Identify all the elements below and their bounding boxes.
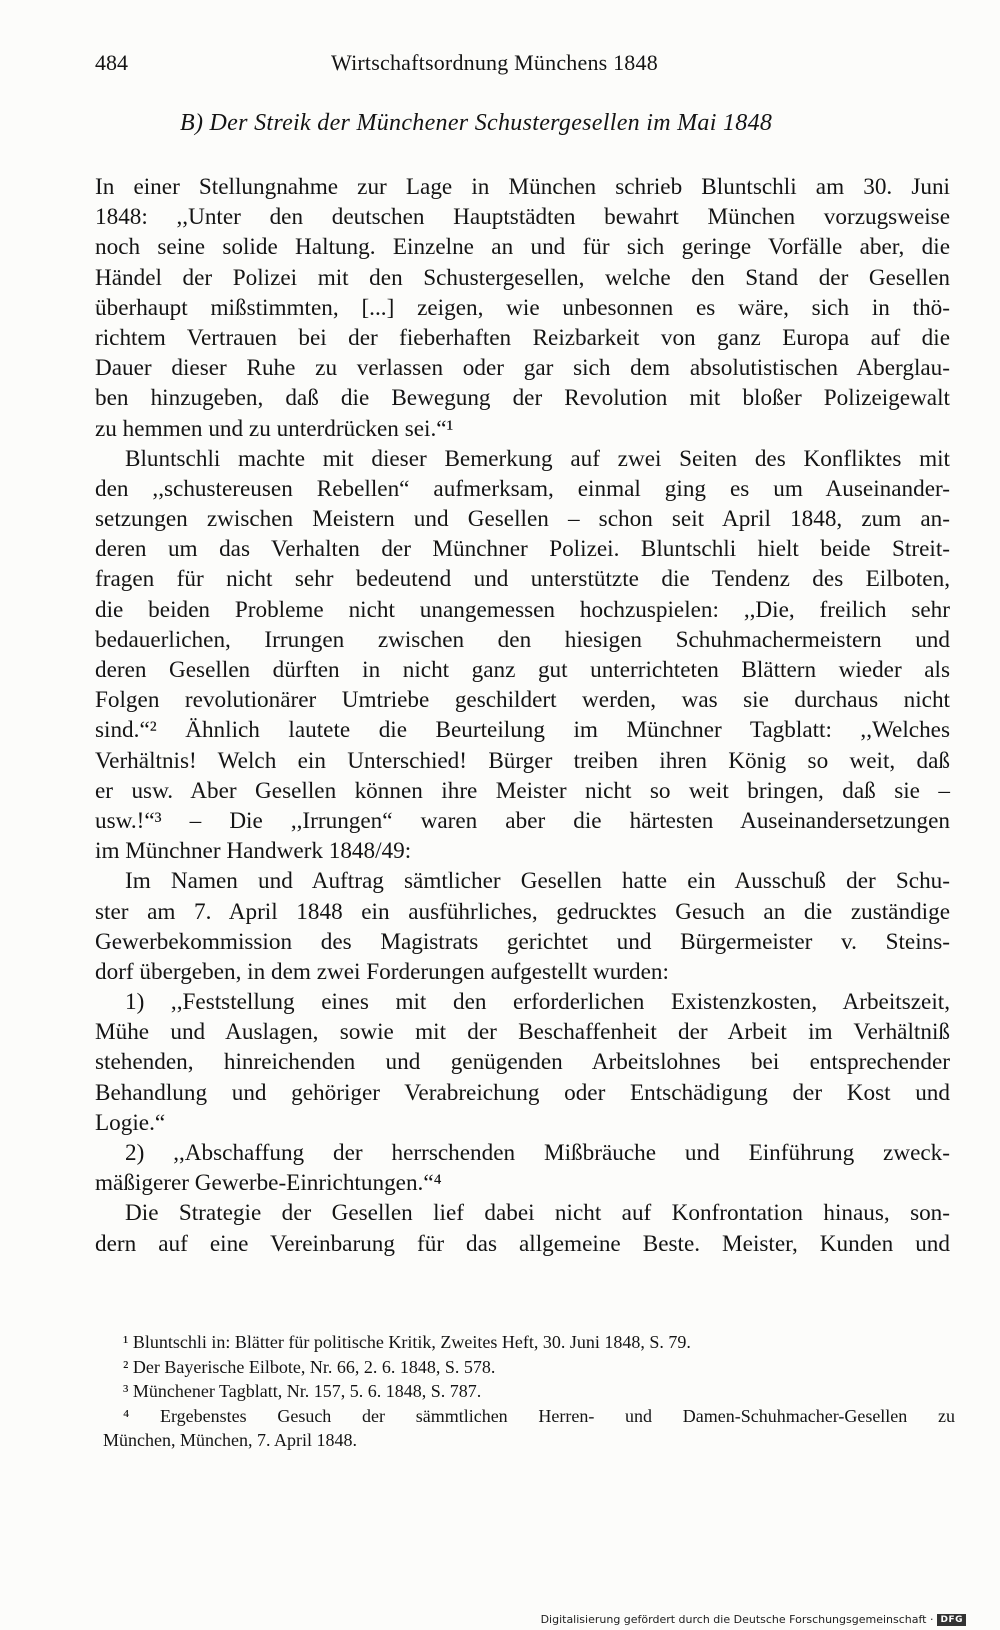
text-line: fragen für nicht sehr bedeutend und unterstützte die Tendenz des Eilboten, — [95, 566, 950, 593]
text-line: im Münchner Handwerk 1848/49: — [95, 838, 412, 865]
text-line: deren Gesellen dürften in nicht ganz gut unterrichteten Blättern wieder als — [95, 657, 950, 683]
text-line: ster am 7. April 1848 ein ausführliches, gedrucktes Gesuch an die zuständige — [95, 898, 950, 925]
text-line: mäßigerer Gewerbe-Einrichtungen.“⁴ — [95, 1170, 442, 1197]
text-line: richtem Vertrauen bei der fieberhaften Reizbarkeit von ganz Europa auf die — [95, 324, 950, 351]
footnotes — [103, 1330, 955, 1453]
text-line: Logie.“ — [95, 1109, 166, 1136]
footnote-line: ⁴ Ergebenstes Gesuch der sämmtlichen Herren- und Damen-Schuhmacher-Gesellen zu — [123, 1405, 955, 1426]
credit-text: Digitalisierung gefördert durch die Deutsche Forschungsgemeinschaft · — [540, 1613, 934, 1626]
text-line: deren um das Verhalten der Münchner Polizei. Bluntschli hielt beide Streit- — [95, 536, 950, 563]
text-line: Folgen revolutionärer Umtriebe geschildert werden, was sie durchaus nicht — [95, 687, 950, 714]
running-title: Wirtschaftsordnung Münchens 1848 — [331, 50, 658, 75]
section-heading: B) Der Streik der Münchener Schustergesellen im Mai 1848 — [180, 110, 773, 136]
page-number: 484 — [95, 50, 128, 75]
text-line: ben hinzugeben, daß die Bewegung der Revolution mit bloßer Polizeigewalt — [95, 385, 950, 412]
text-line: er usw. Aber Gesellen können ihre Meister nicht so weit bringen, daß sie – — [95, 777, 950, 804]
text-line: In einer Stellungnahme zur Lage in München schrieb Bluntschli am 30. Juni — [95, 174, 950, 200]
text-line: Mühe und Auslagen, sowie mit der Beschaffenheit der Arbeit im Verhältniß — [95, 1019, 950, 1046]
text-line: Gewerbekommission des Magistrats gerichtet und Bürgermeister v. Steins- — [95, 928, 950, 955]
text-line: noch seine solide Haltung. Einzelne an und für sich geringe Vorfälle aber, die — [95, 234, 950, 261]
text-line: zu hemmen und zu unterdrücken sei.“¹ — [95, 415, 454, 442]
text-line: 1848: ,,Unter den deutschen Hauptstädten bewahrt München vorzugsweise — [95, 204, 950, 231]
text-line: Händel der Polizei mit den Schustergesellen, welche den Stand der Gesellen — [95, 264, 950, 291]
text-line: Die Strategie der Gesellen lief dabei nicht auf Konfrontation hinaus, son- — [125, 1200, 950, 1227]
digitization-credit — [541, 1613, 966, 1626]
text-line: Dauer dieser Ruhe zu verlassen oder gar sich dem absolutistischen Aberglau- — [95, 355, 950, 382]
text-line: 2) ,,Abschaffung der herrschenden Mißbräuche und Einführung zweck- — [125, 1140, 950, 1166]
text-line: Verhältnis! Welch ein Unterschied! Bürger treiben ihren König so weit, daß — [95, 747, 950, 774]
text-line: stehenden, hinreichenden und genügenden Arbeitslohnes bei entsprechender — [95, 1049, 950, 1076]
dfg-logo: DFG — [937, 1614, 966, 1626]
text-line: die beiden Probleme nicht unangemessen hochzuspielen: ,,Die, freilich sehr — [95, 596, 950, 623]
text-line: sind.“² Ähnlich lautete die Beurteilung im Münchner Tagblatt: ,,Welches — [95, 717, 950, 744]
footnote-line: München, München, 7. April 1848. — [103, 1430, 357, 1450]
text-line: usw.!“³ – Die ,,Irrungen“ waren aber die härtesten Auseinandersetzungen — [95, 807, 950, 834]
body-text — [95, 172, 950, 1259]
text-line: Bluntschli machte mit dieser Bemerkung auf zwei Seiten des Konfliktes mit — [125, 445, 950, 472]
text-line: überhaupt mißstimmten, [...] zeigen, wie unbesonnen es wäre, sich in thö- — [95, 294, 950, 321]
footnote-line: ¹ Bluntschli in: Blätter für politische Kritik, Zweites Heft, 30. Juni 1848, S. 79. — [123, 1332, 691, 1352]
text-line: Behandlung und gehöriger Verabreichung oder Entschädigung der Kost und — [95, 1079, 950, 1106]
footnote-line: ² Der Bayerische Eilbote, Nr. 66, 2. 6. 1848, S. 578. — [123, 1356, 496, 1377]
text-line: dorf übergeben, in dem zwei Forderungen aufgestellt wurden: — [95, 958, 669, 985]
text-line: bedauerlichen, Irrungen zwischen den hiesigen Schuhmachermeistern und — [95, 626, 950, 653]
text-line: den ,,schustereusen Rebellen“ aufmerksam, einmal ging es um Auseinander- — [95, 475, 950, 502]
text-line: Im Namen und Auftrag sämtlicher Gesellen hatte ein Ausschuß der Schu- — [125, 868, 950, 895]
text-line: dern auf eine Vereinbarung für das allgemeine Beste. Meister, Kunden und — [95, 1230, 950, 1257]
footnote-line: ³ Münchener Tagblatt, Nr. 157, 5. 6. 1848, S. 787. — [123, 1381, 482, 1401]
text-line: 1) ,,Feststellung eines mit den erforderlichen Existenzkosten, Arbeitszeit, — [125, 989, 950, 1016]
text-line: setzungen zwischen Meistern und Gesellen – schon seit April 1848, zum an- — [95, 506, 950, 533]
page-header — [95, 50, 950, 86]
